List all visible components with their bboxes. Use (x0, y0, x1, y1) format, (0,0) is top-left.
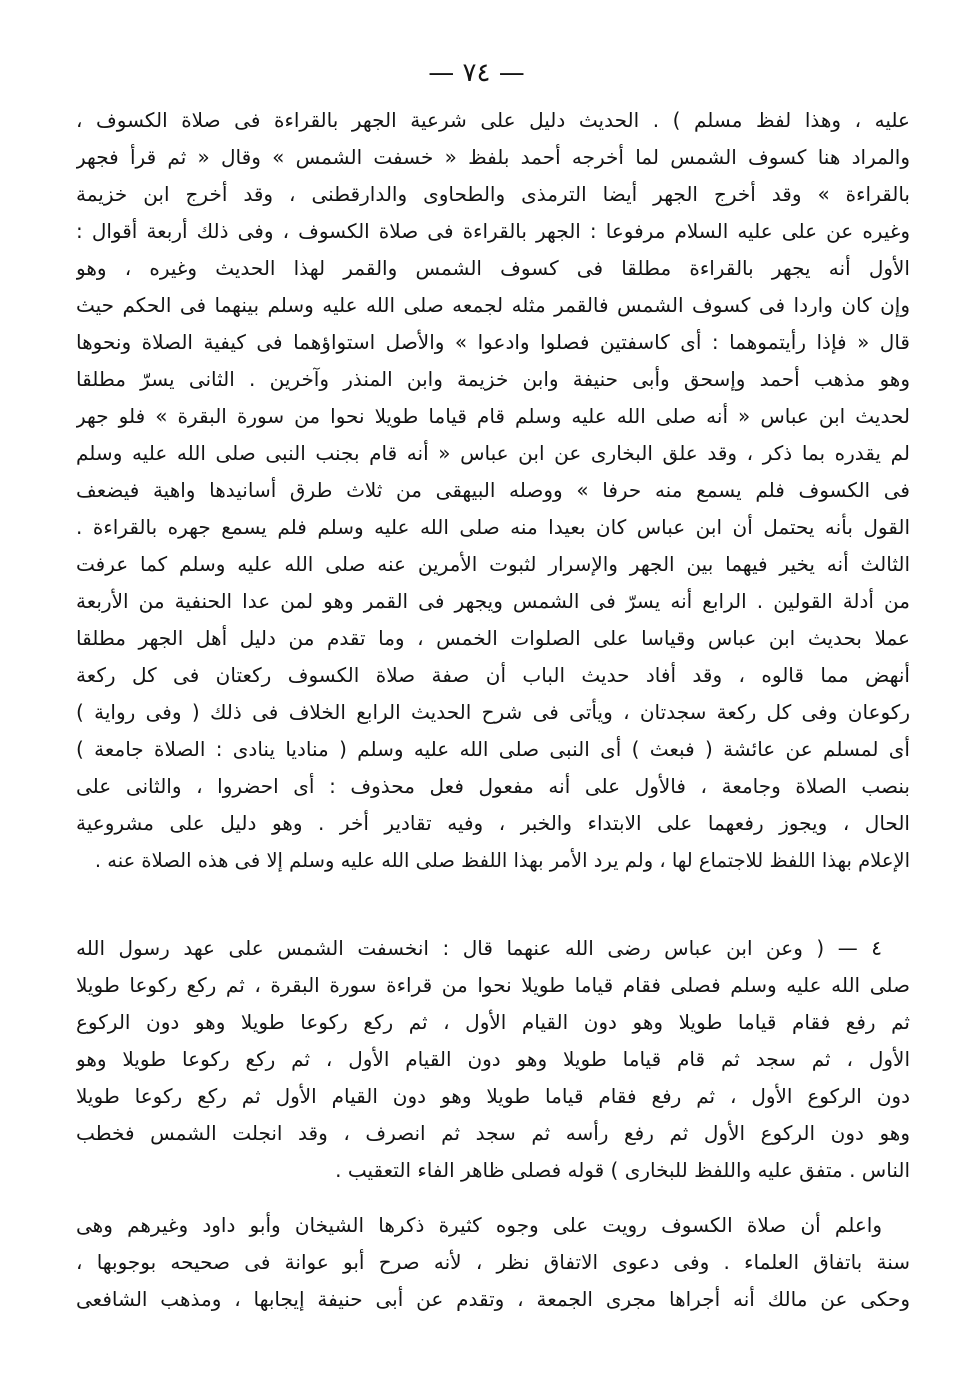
text-line: بنصب الصلاة وجامعة ، فالأول على أنه مفعول فعل محذوف : أى احضروا ، والثانى على (76, 774, 910, 798)
text-line: قال « فإذا رأيتموهما : أى كاسفتين فصلوا وادعوا » والأصل استواؤهما فى كيفية الصلاة ونحوها (76, 330, 910, 354)
text-line: بالقراءة » وقد أخرج الجهر أيضا الترمذى والطحاوى والدارقطنى ، وقد أخرج ابن خزيمة (76, 182, 910, 206)
text-line: الثالث أنه يخير فيهما بين الجهر والإسرار لثبوت الأمرين عنه صلى الله عليه وسلم كما عرفت (76, 552, 910, 576)
text-line: سنة باتفاق العلماء . وفى دعوى الاتفاق نظر ، لأنه صرح أبو عوانة فى صحيحه بوجوبها ، (76, 1250, 910, 1274)
text-line: والمراد هنا كسوف الشمس لما أخرجه أحمد بلفظ « خسفت الشمس » وقال « ثم قرأ فجهر (76, 145, 910, 169)
hadith-paragraph (76, 930, 910, 1189)
text-line: ٤ — ( وعن ابن عباس رضى الله عنهما قال : انخسفت الشمس على عهد رسول الله (76, 936, 882, 960)
text-line: ثم رفع فقام قياما طويلا وهو دون القيام الأول ، ثم ركع ركوعا طويلا وهو دون الركوع (76, 1010, 910, 1034)
text-line: الإعلام بهذا اللفظ للاجتماع لها ، ولم يرد الأمر بهذا اللفظ صلى الله عليه وسلم إلا فى هذه الصلاة عنه . (94, 849, 910, 872)
text-line: فى الكسوف فلم يسمع منه حرفا » ووصله البيهقى من ثلاث طرق أسانيدها واهية فيضعف (76, 478, 910, 502)
text-line: الناس . متفق عليه واللفظ للبخارى ) قوله فصلى ظاهر الفاء التعقيب . (335, 1158, 910, 1182)
text-line: وغيره عن على عليه السلام مرفوعا : الجهر بالقراءة فى صلاة الكسوف ، وفى ذلك أربعة أقوال : (76, 219, 910, 243)
text-line: ركوعان وفى كل ركعة سجدتان ، ويأتى فى شرح الحديث الرابع الخلاف فى ذلك ( وفى رواية ) (76, 700, 910, 724)
text-line: الأول ، ثم سجد ثم قام قياما طويلا وهو دون القيام الأول ، ثم ركع ركوعا طويلا وهو (76, 1047, 910, 1071)
text-line: الحال ، ويجوز رفعهما على الابتداء والخبر ، وفيه تقادير أخر . وهو دليل على مشروعية (76, 811, 910, 835)
text-line: وهو دون الركوع الأول ثم رفع رأسه ثم سجد ثم انصرف ، وقد انجلت الشمس فخطب (76, 1121, 910, 1145)
text-line: الأول أنه يجهر بالقراءة مطلقا فى كسوف الشمس والقمر لهذا الحديث وغيره ، وهو (76, 256, 910, 280)
text-line: صلى الله عليه وسلم فصلى فقام قياما طويلا نحوا من قراءة سورة البقرة ، ثم ركع ركوعا طويلا (76, 973, 910, 997)
text-line: وهو مذهب أحمد وإسحق وأبى حنيفة وابن خزيمة وابن المنذر وآخرين . الثانى يسرّ مطلقا (76, 367, 910, 391)
text-line: دون الركوع الأول ، ثم رفع فقام قياما طويلا وهو دون القيام الأول ثم ركع ركوعا طويلا (76, 1084, 910, 1108)
text-line: لحديث ابن عباس « أنه صلى الله عليه وسلم قام قياما طويلا نحوا من سورة البقرة » فلو جهر (76, 404, 910, 428)
page-number: — ٧٤ — (428, 58, 525, 88)
text-line: وحكى عن مالك أنه أجراها مجرى الجمعة ، وتقدم عن أبى حنيفة إيجابها ، ومذهب الشافعى (76, 1287, 910, 1311)
commentary-paragraph (76, 1207, 910, 1318)
text-line: وإن كان واردا فى كسوف الشمس فالقمر مثله لجمعه صلى الله عليه وسلم بينهما فى الحكم حيث (76, 293, 910, 317)
text-line: لم يقدره بما ذكر ، وقد علق البخارى عن ابن عباس « أنه قام بجنب النبى صلى الله عليه وسلم (76, 441, 910, 465)
text-line: أى لمسلم عن عائشة ( فبعث ) أى النبى صلى الله عليه وسلم ( مناديا ينادى : الصلاة جامعة ) (76, 737, 910, 761)
text-line: القول بأنه يحتمل أن ابن عباس كان بعيدا منه صلى الله عليه وسلم فلم يسمع جهره بالقراءة . (76, 515, 910, 539)
text-line: عليه ، وهذا لفظ مسلم ) . الحديث دليل على شرعية الجهر بالقراءة فى صلاة الكسوف ، (76, 108, 910, 132)
commentary-paragraph (76, 102, 910, 879)
text-line: عملا بحديث ابن عباس وقياسا على الصلوات الخمس ، وما تقدم من دليل أهل الجهر مطلقا (76, 626, 910, 650)
text-line: واعلم أن صلاة الكسوف رويت على وجوه كثيرة ذكرها الشيخان وأبو داود وغيرهم وهى (76, 1213, 882, 1237)
text-line: من أدلة القولين . الرابع أنه يسرّ فى الشمس ويجهر فى القمر وهو لمن عدا الحنفية من الأربعة (76, 589, 910, 613)
text-line: أنهض مما قالوه ، وقد أفاد حديث الباب أن صفة صلاة الكسوف ركعتان فى كل ركعة (76, 663, 910, 687)
